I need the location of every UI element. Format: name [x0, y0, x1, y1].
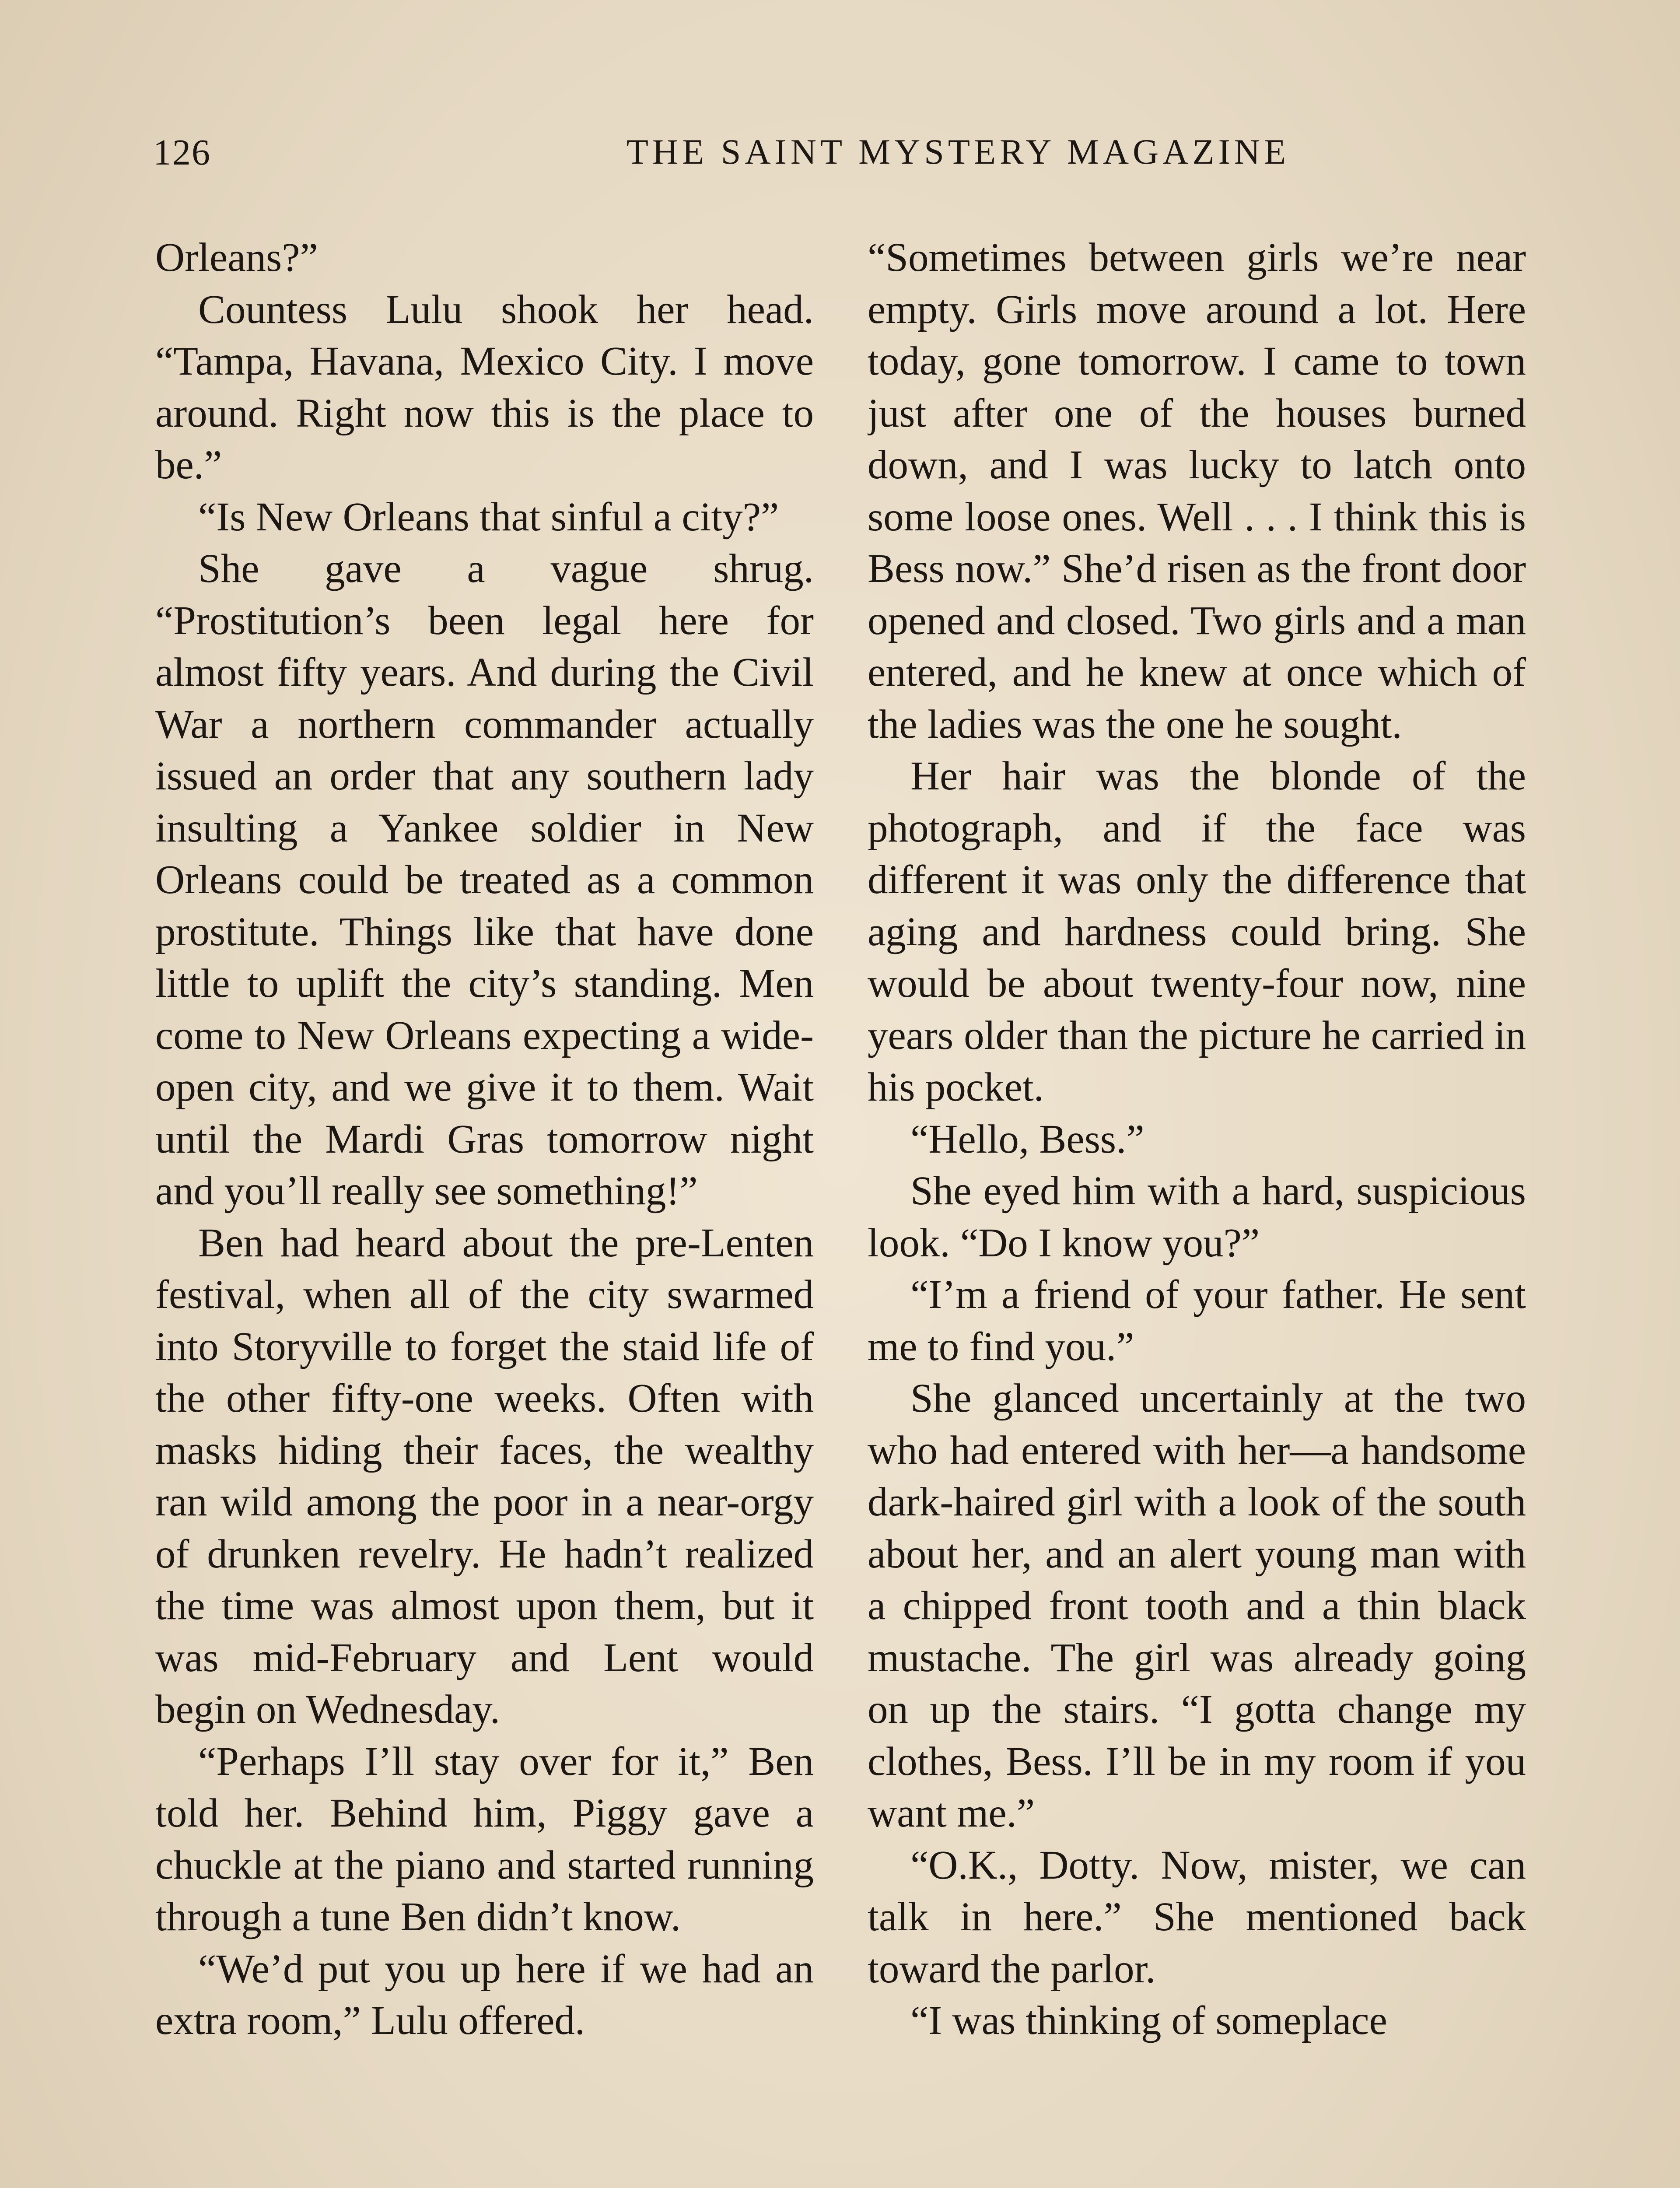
paragraph: “Perhaps I’ll stay over for it,” Ben told her. Behind him, Piggy gave a chuckle at the piano and started running through a tune Ben didn’t know. [155, 1739, 814, 1939]
paragraph: “O.K., Dotty. Now, mister, we can talk in here.” She mentioned back toward the parlor. [868, 1842, 1526, 1992]
running-head [153, 131, 1522, 179]
paragraph: “I was thinking of someplace [910, 1998, 1387, 2043]
paragraph: She glanced uncertainly at the two who had entered with her—a handsome dark-haired girl with a look of the south about her, and an alert young man with a chipped front tooth and a thin black mustache. The girl was already going on up the stairs. “I gotta change my clothes, Bess. I’ll be in my room if you want me.” [868, 1376, 1526, 1836]
paragraph: She eyed him with a hard, suspicious look. “Do I know you?” [868, 1168, 1526, 1266]
paragraph: “Sometimes between girls we’re near empty. Girls move around a lot. Here today, gone tomorrow. I came to town just after one of the houses burned down, and I was lucky to latch onto some loose ones. Well . . . I think this is Bess now.” She’d risen as the front door opened and closed. Two girls and a man entered, and he knew at once which of the ladies was the one he sought. [868, 235, 1526, 747]
paragraph: Countess Lulu shook her head. “Tampa, Havana, Mexico City. I move around. Right now this is the place to be.” [155, 287, 814, 487]
page-number: 126 [153, 132, 211, 173]
left-column [155, 232, 814, 2188]
paragraph: Orleans?” [155, 235, 318, 280]
paragraph: Ben had heard about the pre-Lenten festival, when all of the city swarmed into Storyville to forget the staid life of the other fifty-one weeks. Often with masks hiding their faces, the wealthy ran wild among the poor in a near-orgy of drunken revelry. He hadn’t realized the time was almost upon them, but it was mid-February and Lent would begin on Wednesday. [155, 1220, 814, 1732]
paragraph: “I’m a friend of your father. He sent me to find you.” [868, 1272, 1526, 1369]
text-columns [155, 232, 1525, 2188]
right-column [868, 232, 1526, 2188]
paragraph: “Hello, Bess.” [910, 1116, 1144, 1162]
magazine-title: THE SAINT MYSTERY MAGAZINE [626, 132, 1290, 172]
paragraph: “Is New Orleans that sinful a city?” [198, 494, 779, 540]
paragraph: She gave a vague shrug. “Prostitution’s been legal here for almost fifty years. And during the Civil War a northern commander actually issued an order that any southern lady insulting a Yankee soldier in New Orleans could be treated as a common prostitute. Things like that have done little to uplift the city’s standing. Men come to New Orleans expecting a wide-open city, and we give it to them. Wait until the Mardi Gras tomorrow night and you’ll really see something!” [155, 546, 814, 1213]
paragraph: “We’d put you up here if we had an extra room,” Lulu offered. [155, 1946, 814, 2043]
paragraph: Her hair was the blonde of the photograph, and if the face was different it was only the difference that aging and hardness could bring. She would be about twenty-four now, nine years older than the picture he carried in his pocket. [868, 754, 1526, 1110]
